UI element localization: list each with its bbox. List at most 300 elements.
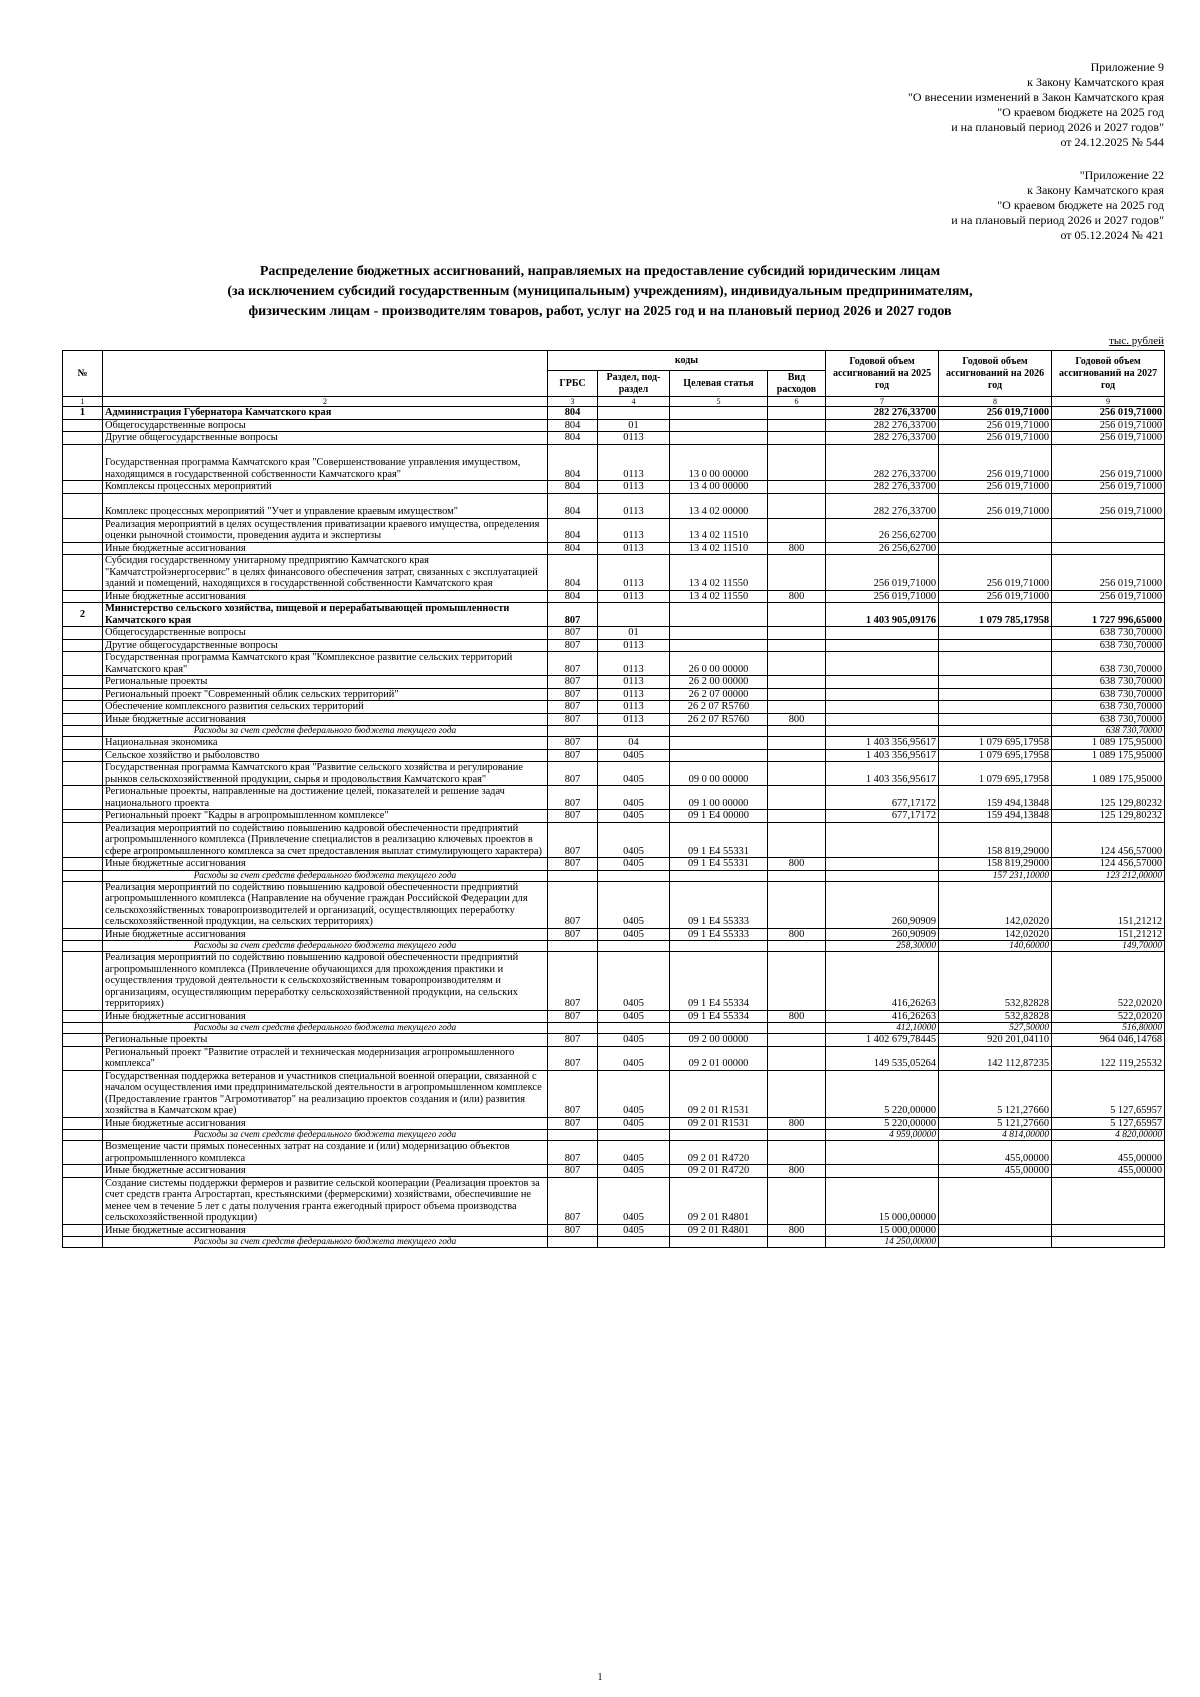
row-name: Администрация Губернатора Камчатского края [103, 407, 548, 420]
value-2027: 964 046,14768 [1052, 1034, 1165, 1047]
section-cell: 0405 [598, 762, 670, 786]
row-number [63, 713, 103, 726]
target-cell [670, 737, 768, 750]
header-2027: Годовой объем ассигнований на 2027 год [1052, 351, 1165, 397]
value-2026: 256 019,71000 [939, 555, 1052, 591]
section-cell: 0405 [598, 1177, 670, 1224]
value-2026 [939, 639, 1052, 652]
target-cell: 26 0 00 00000 [670, 652, 768, 676]
row-number [63, 928, 103, 941]
value-2026 [939, 701, 1052, 714]
grbs-cell: 807 [548, 952, 598, 1011]
section-cell [598, 870, 670, 881]
kind-cell [768, 786, 826, 810]
value-2025: 1 403 356,95617 [826, 737, 939, 750]
grbs-cell: 804 [548, 481, 598, 494]
kind-cell [768, 701, 826, 714]
row-number [63, 688, 103, 701]
table-row [63, 1070, 1165, 1117]
title-line: (за исключением субсидий государственным (муниципальным) учреждениям), индивидуальным предпринимателям, [227, 284, 973, 299]
section-cell: 0405 [598, 1224, 670, 1237]
value-2027: 256 019,71000 [1052, 493, 1165, 518]
row-name: Реализация мероприятий по содействию повышению кадровой обеспеченности предприятий агропромышленного комплекса (Привлечение специалистов в реализацию ключевых проектов в сфере агропромышленного комплекса за счет предоставления выплат стимулирующего характера) [103, 822, 548, 858]
grbs-cell: 807 [548, 1141, 598, 1165]
target-cell: 09 1 E4 00000 [670, 810, 768, 823]
appendix-line: к Закону Камчатского края [1027, 183, 1164, 197]
value-2026 [939, 518, 1052, 542]
table-row [63, 941, 1165, 952]
target-cell [670, 627, 768, 640]
value-2025: 282 276,33700 [826, 407, 939, 420]
value-2025: 260,90909 [826, 881, 939, 928]
value-2027 [1052, 1237, 1165, 1248]
value-2025: 26 256,62700 [826, 542, 939, 555]
section-cell: 0113 [598, 688, 670, 701]
table-row [63, 786, 1165, 810]
target-cell: 09 2 01 R4801 [670, 1177, 768, 1224]
row-number [63, 870, 103, 881]
kind-cell: 800 [768, 858, 826, 871]
value-2027: 638 730,70000 [1052, 676, 1165, 689]
grbs-cell: 807 [548, 1046, 598, 1070]
grbs-cell: 807 [548, 1177, 598, 1224]
kind-cell [768, 726, 826, 737]
row-number [63, 1165, 103, 1178]
table-row [63, 858, 1165, 871]
column-number: 3 [548, 397, 598, 407]
value-2027: 522,02020 [1052, 1010, 1165, 1023]
value-2026: 256 019,71000 [939, 590, 1052, 603]
value-2025 [826, 726, 939, 737]
target-cell: 13 4 00 00000 [670, 481, 768, 494]
section-cell: 0405 [598, 1165, 670, 1178]
section-cell: 0405 [598, 952, 670, 1011]
row-number [63, 419, 103, 432]
table-row [63, 881, 1165, 928]
section-cell: 0405 [598, 822, 670, 858]
table-row [63, 419, 1165, 432]
value-2026 [939, 1224, 1052, 1237]
kind-cell: 800 [768, 1224, 826, 1237]
grbs-cell: 807 [548, 858, 598, 871]
table-row [63, 1117, 1165, 1130]
row-number [63, 1070, 103, 1117]
target-cell [670, 1130, 768, 1141]
value-2027: 455,00000 [1052, 1141, 1165, 1165]
value-2027: 122 119,25532 [1052, 1046, 1165, 1070]
value-2027: 638 730,70000 [1052, 688, 1165, 701]
grbs-cell: 804 [548, 419, 598, 432]
row-name: Комплексы процессных мероприятий [103, 481, 548, 494]
row-number [63, 762, 103, 786]
table-row [63, 952, 1165, 1011]
value-2025: 256 019,71000 [826, 590, 939, 603]
value-2026: 142,02020 [939, 928, 1052, 941]
table-row [63, 688, 1165, 701]
value-2026 [939, 726, 1052, 737]
row-name: Обеспечение комплексного развития сельских территорий [103, 701, 548, 714]
value-2027: 638 730,70000 [1052, 652, 1165, 676]
row-number [63, 858, 103, 871]
value-2026: 1 079 695,17958 [939, 749, 1052, 762]
row-number [63, 432, 103, 445]
value-2025: 416,26263 [826, 1010, 939, 1023]
section-cell: 0405 [598, 858, 670, 871]
grbs-cell: 804 [548, 493, 598, 518]
value-2027: 522,02020 [1052, 952, 1165, 1011]
target-cell [670, 432, 768, 445]
section-cell: 0113 [598, 652, 670, 676]
row-name: Государственная программа Камчатского края "Совершенствование управления имуществом, находящимся в государственной собственности Камчатского края" [103, 444, 548, 481]
row-number [63, 1130, 103, 1141]
row-number [63, 676, 103, 689]
table-row [63, 518, 1165, 542]
document-title [60, 262, 1140, 322]
grbs-cell [548, 1023, 598, 1034]
row-name: Общегосударственные вопросы [103, 627, 548, 640]
value-2027: 256 019,71000 [1052, 590, 1165, 603]
row-number [63, 822, 103, 858]
value-2026: 256 019,71000 [939, 407, 1052, 420]
grbs-cell: 807 [548, 688, 598, 701]
value-2025: 1 403 905,09176 [826, 603, 939, 627]
section-cell [598, 1130, 670, 1141]
appendix-line: Приложение 9 [1090, 60, 1164, 74]
row-name: Министерство сельского хозяйства, пищевой и перерабатывающей промышленности Камчатского края [103, 603, 548, 627]
kind-cell [768, 676, 826, 689]
value-2025: 26 256,62700 [826, 518, 939, 542]
value-2026: 455,00000 [939, 1141, 1052, 1165]
value-2025: 258,30000 [826, 941, 939, 952]
value-2027: 1 089 175,95000 [1052, 749, 1165, 762]
value-2027: 638 730,70000 [1052, 627, 1165, 640]
value-2025 [826, 627, 939, 640]
grbs-cell [548, 1130, 598, 1141]
kind-cell [768, 639, 826, 652]
section-cell: 0113 [598, 432, 670, 445]
grbs-cell: 804 [548, 407, 598, 420]
appendix-line: и на плановый период 2026 и 2027 годов" [951, 213, 1164, 227]
grbs-cell: 804 [548, 432, 598, 445]
row-number [63, 701, 103, 714]
row-name: Государственная программа Камчатского края "Развитие сельского хозяйства и регулирование рынков сельскохозяйственной продукции, сырья и продовольствия Камчатского края" [103, 762, 548, 786]
header-2026: Годовой объем ассигнований на 2026 год [939, 351, 1052, 397]
row-number [63, 493, 103, 518]
value-2027: 516,80000 [1052, 1023, 1165, 1034]
row-name: Иные бюджетные ассигнования [103, 713, 548, 726]
header-section: Раздел, под-раздел [598, 371, 670, 397]
column-number: 6 [768, 397, 826, 407]
row-name: Другие общегосударственные вопросы [103, 432, 548, 445]
row-name: Иные бюджетные ассигнования [103, 1165, 548, 1178]
grbs-cell: 807 [548, 639, 598, 652]
kind-cell: 800 [768, 542, 826, 555]
target-cell: 09 2 01 R4801 [670, 1224, 768, 1237]
kind-cell [768, 1046, 826, 1070]
value-2025: 416,26263 [826, 952, 939, 1011]
table-row [63, 1034, 1165, 1047]
kind-cell: 800 [768, 1165, 826, 1178]
kind-cell [768, 870, 826, 881]
appendix-header-current [908, 60, 1164, 150]
value-2026: 5 121,27660 [939, 1117, 1052, 1130]
kind-cell [768, 652, 826, 676]
value-2027: 151,21212 [1052, 881, 1165, 928]
section-cell: 0405 [598, 1070, 670, 1117]
value-2025: 1 402 679,78445 [826, 1034, 939, 1047]
value-2026 [939, 542, 1052, 555]
value-2027: 151,21212 [1052, 928, 1165, 941]
kind-cell: 800 [768, 590, 826, 603]
value-2025: 677,17172 [826, 810, 939, 823]
row-number [63, 1237, 103, 1248]
target-cell: 09 2 00 00000 [670, 1034, 768, 1047]
target-cell [670, 726, 768, 737]
row-name: Государственная поддержка ветеранов и участников специальной военной операции, связанной с началом осуществления ими предпринимательской деятельности в агропромышленном комплексе (Предоставление грантов "Агромотиватор" на реализацию проектов создания и (или) развития хозяйства в Камчатском крае) [103, 1070, 548, 1117]
row-name: Национальная экономика [103, 737, 548, 750]
row-name: Региональные проекты [103, 676, 548, 689]
target-cell [670, 603, 768, 627]
table-row [63, 590, 1165, 603]
row-name: Реализация мероприятий по содействию повышению кадровой обеспеченности предприятий агропромышленного комплекса (Привлечение обучающихся для прохождения практики и осуществления трудовой деятельности к сельскохозяйственным товаропроизводителям и организациям, осуществляющим переработку сельскохозяйственной продукции, на сельских территориях) [103, 952, 548, 1011]
appendix-line: "О краевом бюджете на 2025 год [997, 105, 1164, 119]
value-2027: 123 212,00000 [1052, 870, 1165, 881]
kind-cell [768, 555, 826, 591]
table-row [63, 822, 1165, 858]
kind-cell [768, 1130, 826, 1141]
table-row [63, 652, 1165, 676]
value-2025 [826, 676, 939, 689]
row-name: Иные бюджетные ассигнования [103, 928, 548, 941]
grbs-cell: 804 [548, 444, 598, 481]
value-2025: 5 220,00000 [826, 1070, 939, 1117]
value-2025 [826, 713, 939, 726]
table-row [63, 1224, 1165, 1237]
value-2026: 142,02020 [939, 881, 1052, 928]
value-2027: 124 456,57000 [1052, 858, 1165, 871]
value-2027 [1052, 1224, 1165, 1237]
value-2027: 256 019,71000 [1052, 432, 1165, 445]
row-number [63, 737, 103, 750]
target-cell: 09 2 01 R1531 [670, 1070, 768, 1117]
row-name: Другие общегосударственные вопросы [103, 639, 548, 652]
row-number [63, 749, 103, 762]
target-cell: 09 2 01 R4720 [670, 1165, 768, 1178]
header-name [103, 351, 548, 397]
row-number [63, 1117, 103, 1130]
column-number: 1 [63, 397, 103, 407]
value-2026: 1 079 785,17958 [939, 603, 1052, 627]
page-number: 1 [597, 1672, 603, 1683]
row-name: Региональный проект "Кадры в агропромышленном комплексе" [103, 810, 548, 823]
value-2026 [939, 1237, 1052, 1248]
value-2025 [826, 822, 939, 858]
section-cell: 0405 [598, 810, 670, 823]
kind-cell [768, 737, 826, 750]
row-number [63, 627, 103, 640]
kind-cell: 800 [768, 928, 826, 941]
value-2025: 4 959,00000 [826, 1130, 939, 1141]
row-number: 2 [63, 603, 103, 627]
section-cell: 0113 [598, 555, 670, 591]
grbs-cell: 807 [548, 749, 598, 762]
header-codes: коды [548, 351, 826, 371]
appendix-header-original [951, 168, 1164, 243]
value-2026: 256 019,71000 [939, 444, 1052, 481]
row-number [63, 1046, 103, 1070]
header-2025: Годовой объем ассигнований на 2025 год [826, 351, 939, 397]
grbs-cell [548, 726, 598, 737]
target-cell: 09 2 01 00000 [670, 1046, 768, 1070]
row-number [63, 639, 103, 652]
table-row [63, 542, 1165, 555]
value-2025: 256 019,71000 [826, 555, 939, 591]
table-row [63, 1046, 1165, 1070]
row-name: Региональный проект "Развитие отраслей и техническая модернизация агропромышленного комплекса" [103, 1046, 548, 1070]
appendix-line: "О внесении изменений в Закон Камчатского края [908, 90, 1164, 104]
kind-cell [768, 493, 826, 518]
target-cell: 13 4 02 11510 [670, 542, 768, 555]
row-number [63, 518, 103, 542]
value-2026 [939, 627, 1052, 640]
column-number: 7 [826, 397, 939, 407]
value-2027: 256 019,71000 [1052, 407, 1165, 420]
kind-cell [768, 518, 826, 542]
value-2026: 1 079 695,17958 [939, 762, 1052, 786]
grbs-cell [548, 870, 598, 881]
row-name: Иные бюджетные ассигнования [103, 858, 548, 871]
grbs-cell: 807 [548, 928, 598, 941]
target-cell: 26 2 07 R5760 [670, 701, 768, 714]
table-row [63, 1023, 1165, 1034]
kind-cell [768, 762, 826, 786]
value-2026: 455,00000 [939, 1165, 1052, 1178]
table-row [63, 1165, 1165, 1178]
section-cell: 0405 [598, 1046, 670, 1070]
target-cell: 13 4 02 11550 [670, 590, 768, 603]
header-num: № [63, 351, 103, 397]
row-name: Региональный проект "Современный облик сельских территорий" [103, 688, 548, 701]
appendix-line: "О краевом бюджете на 2025 год [997, 198, 1164, 212]
value-2026: 256 019,71000 [939, 493, 1052, 518]
value-2025: 260,90909 [826, 928, 939, 941]
row-name: Реализация мероприятий по содействию повышению кадровой обеспеченности предприятий агропромышленного комплекса (Направление на обучение граждан Российской Федерации для сельскохозяйственных товаропроизводителей и организаций, осуществляющих переработку сельскохозяйственной продукции, на сельских территориях) [103, 881, 548, 928]
row-name: Комплекс процессных мероприятий "Учет и управление краевым имуществом" [103, 493, 548, 518]
value-2027: 455,00000 [1052, 1165, 1165, 1178]
row-number [63, 881, 103, 928]
kind-cell [768, 1034, 826, 1047]
grbs-cell: 807 [548, 1010, 598, 1023]
row-name: Возмещение части прямых понесенных затрат на создание и (или) модернизацию объектов агропромышленного комплекса [103, 1141, 548, 1165]
value-2026 [939, 1177, 1052, 1224]
target-cell: 09 2 01 R1531 [670, 1117, 768, 1130]
value-2025: 677,17172 [826, 786, 939, 810]
value-2027: 124 456,57000 [1052, 822, 1165, 858]
value-2025: 5 220,00000 [826, 1117, 939, 1130]
table-row [63, 810, 1165, 823]
kind-cell [768, 881, 826, 928]
target-cell: 26 2 07 R5760 [670, 713, 768, 726]
section-cell: 0113 [598, 676, 670, 689]
grbs-cell: 807 [548, 627, 598, 640]
table-row [63, 493, 1165, 518]
value-2026: 140,60000 [939, 941, 1052, 952]
row-name: Расходы за счет средств федерального бюджета текущего года [103, 941, 548, 952]
section-cell: 0405 [598, 881, 670, 928]
table-row [63, 1130, 1165, 1141]
value-2027: 256 019,71000 [1052, 481, 1165, 494]
table-row [63, 555, 1165, 591]
row-number [63, 786, 103, 810]
value-2026: 157 231,10000 [939, 870, 1052, 881]
value-2026: 4 814,00000 [939, 1130, 1052, 1141]
value-2026: 1 079 695,17958 [939, 737, 1052, 750]
target-cell: 26 2 07 00000 [670, 688, 768, 701]
header-kind: Вид расходов [768, 371, 826, 397]
section-cell: 0405 [598, 786, 670, 810]
row-name: Региональные проекты, направленные на достижение целей, показателей и решение задач национального проекта [103, 786, 548, 810]
target-cell [670, 749, 768, 762]
value-2026: 920 201,04110 [939, 1034, 1052, 1047]
value-2026: 158 819,29000 [939, 858, 1052, 871]
header-target: Целевая статья [670, 371, 768, 397]
table-row [63, 639, 1165, 652]
row-number [63, 555, 103, 591]
kind-cell [768, 419, 826, 432]
table-row [63, 762, 1165, 786]
value-2027: 149,70000 [1052, 941, 1165, 952]
kind-cell [768, 444, 826, 481]
row-number [63, 1224, 103, 1237]
value-2027: 638 730,70000 [1052, 713, 1165, 726]
appendix-line: и на плановый период 2026 и 2027 годов" [951, 120, 1164, 134]
target-cell: 09 1 E4 55333 [670, 928, 768, 941]
kind-cell [768, 822, 826, 858]
row-number [63, 952, 103, 1011]
section-cell: 0405 [598, 1141, 670, 1165]
target-cell [670, 1023, 768, 1034]
grbs-cell [548, 941, 598, 952]
grbs-cell: 807 [548, 713, 598, 726]
value-2025: 282 276,33700 [826, 493, 939, 518]
row-name: Иные бюджетные ассигнования [103, 542, 548, 555]
row-number [63, 1141, 103, 1165]
grbs-cell: 807 [548, 1224, 598, 1237]
section-cell: 0113 [598, 542, 670, 555]
row-name: Иные бюджетные ассигнования [103, 1117, 548, 1130]
row-name: Общегосударственные вопросы [103, 419, 548, 432]
value-2025 [826, 870, 939, 881]
section-cell: 0113 [598, 518, 670, 542]
value-2026: 527,50000 [939, 1023, 1052, 1034]
kind-cell: 800 [768, 1117, 826, 1130]
grbs-cell: 807 [548, 1034, 598, 1047]
section-cell: 0405 [598, 928, 670, 941]
target-cell: 09 1 E4 55334 [670, 952, 768, 1011]
appendix-line: от 05.12.2024 № 421 [1060, 228, 1164, 242]
column-number: 4 [598, 397, 670, 407]
target-cell [670, 941, 768, 952]
table-row [63, 713, 1165, 726]
row-name: Иные бюджетные ассигнования [103, 1010, 548, 1023]
value-2026: 142 112,87235 [939, 1046, 1052, 1070]
grbs-cell: 807 [548, 701, 598, 714]
grbs-cell: 807 [548, 603, 598, 627]
table-row [63, 1177, 1165, 1224]
section-cell: 0405 [598, 749, 670, 762]
value-2025: 282 276,33700 [826, 444, 939, 481]
value-2027: 4 820,00000 [1052, 1130, 1165, 1141]
